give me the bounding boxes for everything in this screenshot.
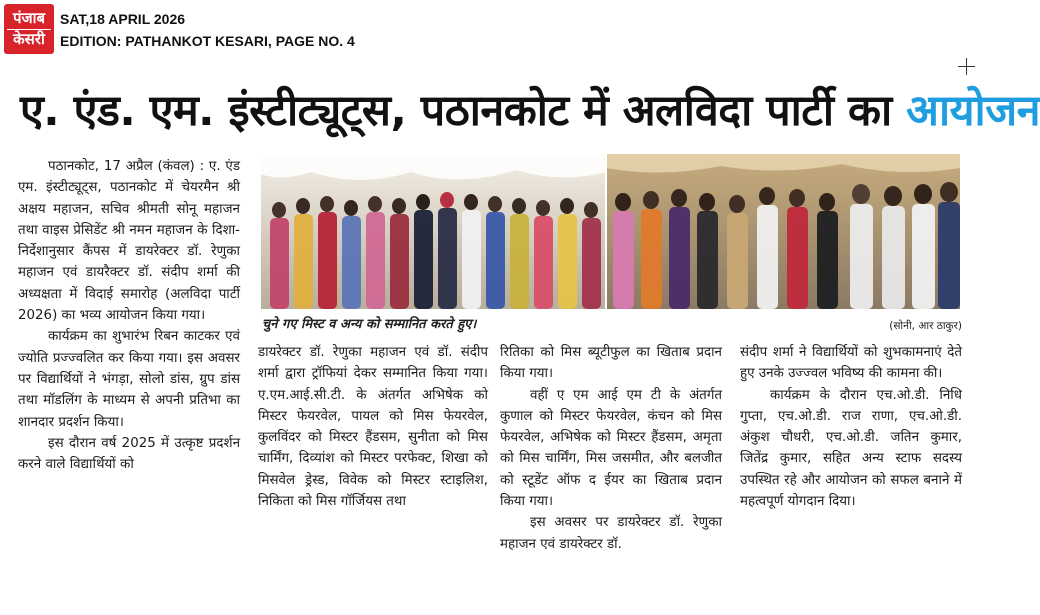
logo-line-1: पंजाब xyxy=(12,9,46,27)
crop-mark-icon xyxy=(958,58,975,75)
article-column-2 xyxy=(258,342,488,604)
paragraph: इस अवसर पर डायरेक्टर डॉ. रेणुका महाजन एवं डायरेक्टर डॉ. xyxy=(500,515,722,552)
paragraph: संदीप शर्मा ने विद्यार्थियों को शुभकामनाएं देते हुए उनके उज्ज्वल भविष्य की कामना की। xyxy=(740,345,962,382)
photo-caption: चुने गए मिस्ट व अन्य को सम्मानित करते हुए। xyxy=(262,317,477,332)
article-headline xyxy=(20,76,1040,146)
paragraph: रितिका को मिस ब्यूटीफुल का खिताब प्रदान किया गया। xyxy=(500,345,722,382)
paragraph: वहीं ए एम आई एम टी के अंतर्गत कुणाल को मिस्टर फेयरवेल, कंचन को मिस फेयरवेल, अभिषेक को मिस्टर हैंडसम, अमृता को मिस चार्मिंग, मिस जसमीत, और बलजीत को स्टूडेंट ऑफ द ईयर का खिताब प्रदान किया गया। xyxy=(500,387,722,510)
group-photo-illustration xyxy=(261,154,960,309)
article-column-3 xyxy=(500,342,722,604)
paragraph: पठानकोट, 17 अप्रैल (कंवल) : ए. एंड एम. इंस्टीट्यूट्स, पठानकोट में चेयरमैन श्री अक्षय महाजन, सचिव श्रीमती सोनू महाजन तथा वाइस प्रेसिडेंट श्री नमन महाजन के दिशा-निर्देशानुसार कैंपस में डायरेक्टर डॉ. रेणुका महाजन एवं डायरैक्टर डॉ. संदीप शर्मा की अध्यक्षता में विदाई समारोह (अलविदा पार्टी 2026) का भव्य आयोजन किया गया। xyxy=(18,159,240,324)
paragraph: कार्यक्रम का शुभारंभ रिबन काटकर एवं ज्योति प्रज्ज्वलित कर किया गया। इस अवसर पर विद्यार्थियों ने भंगड़ा, सोलो डांस, ग्रुप डांस तथा मॉडलिंग के माध्यम से अपनी प्रतिभा का शानदार प्रदर्शन किया। xyxy=(18,329,240,430)
photo-credit: (सोनी, आर ठाकुर) xyxy=(889,320,962,332)
paragraph: डायरेक्टर डॉ. रेणुका महाजन एवं डॉ. संदीप शर्मा द्वारा ट्रॉफियां देकर सम्मानित किया गया। ए.एम.आई.सी.टी. के अंतर्गत अभिषेक को मिस्टर फेयरवेल, पायल को मिस फेयरवेल, कुलविंदर को मिस्टर हैंडसम, सुनीता को मिस चार्मिंग, दिव्यांश को मिस्टर परफेक्ट, शिखा को मिसवेल ड्रेस्ड, विवेक को मिस्टर स्टाइलिश, निकिता को मिस गॉर्जियस तथा xyxy=(258,345,488,510)
newspaper-logo xyxy=(4,4,54,54)
event-photo xyxy=(261,154,960,309)
headline-main: ए. एंड. एम. इंस्टीट्यूट्स, पठानकोट में अलविदा पार्टी का xyxy=(20,86,907,136)
headline-accent: आयोजन xyxy=(906,86,1040,136)
paragraph: इस दौरान वर्ष 2025 में उत्कृष्ट प्रदर्शन करने वाले विद्यार्थियों को xyxy=(18,435,240,473)
publish-date: SAT,18 APRIL 2026 xyxy=(60,11,186,27)
article-column-4 xyxy=(740,342,962,604)
paragraph: कार्यक्रम के दौरान एच.ओ.डी. निधि गुप्ता, एच.ओ.डी. राज राणा, एच.ओ.डी. अंकुश चौधरी, एच.ओ.डी. जतिन कुमार, जितेंद्र कुमार, सहित अन्य स्टाफ सदस्य उपस्थित रहे और आयोजन को सफल बनाने में महत्वपूर्ण योगदान दिया। xyxy=(740,387,962,510)
logo-line-2: केसरी xyxy=(7,29,51,48)
edition-info: EDITION: PATHANKOT KESARI, PAGE NO. 4 xyxy=(60,33,355,49)
edition-meta xyxy=(60,8,355,52)
article-column-1 xyxy=(18,156,240,600)
